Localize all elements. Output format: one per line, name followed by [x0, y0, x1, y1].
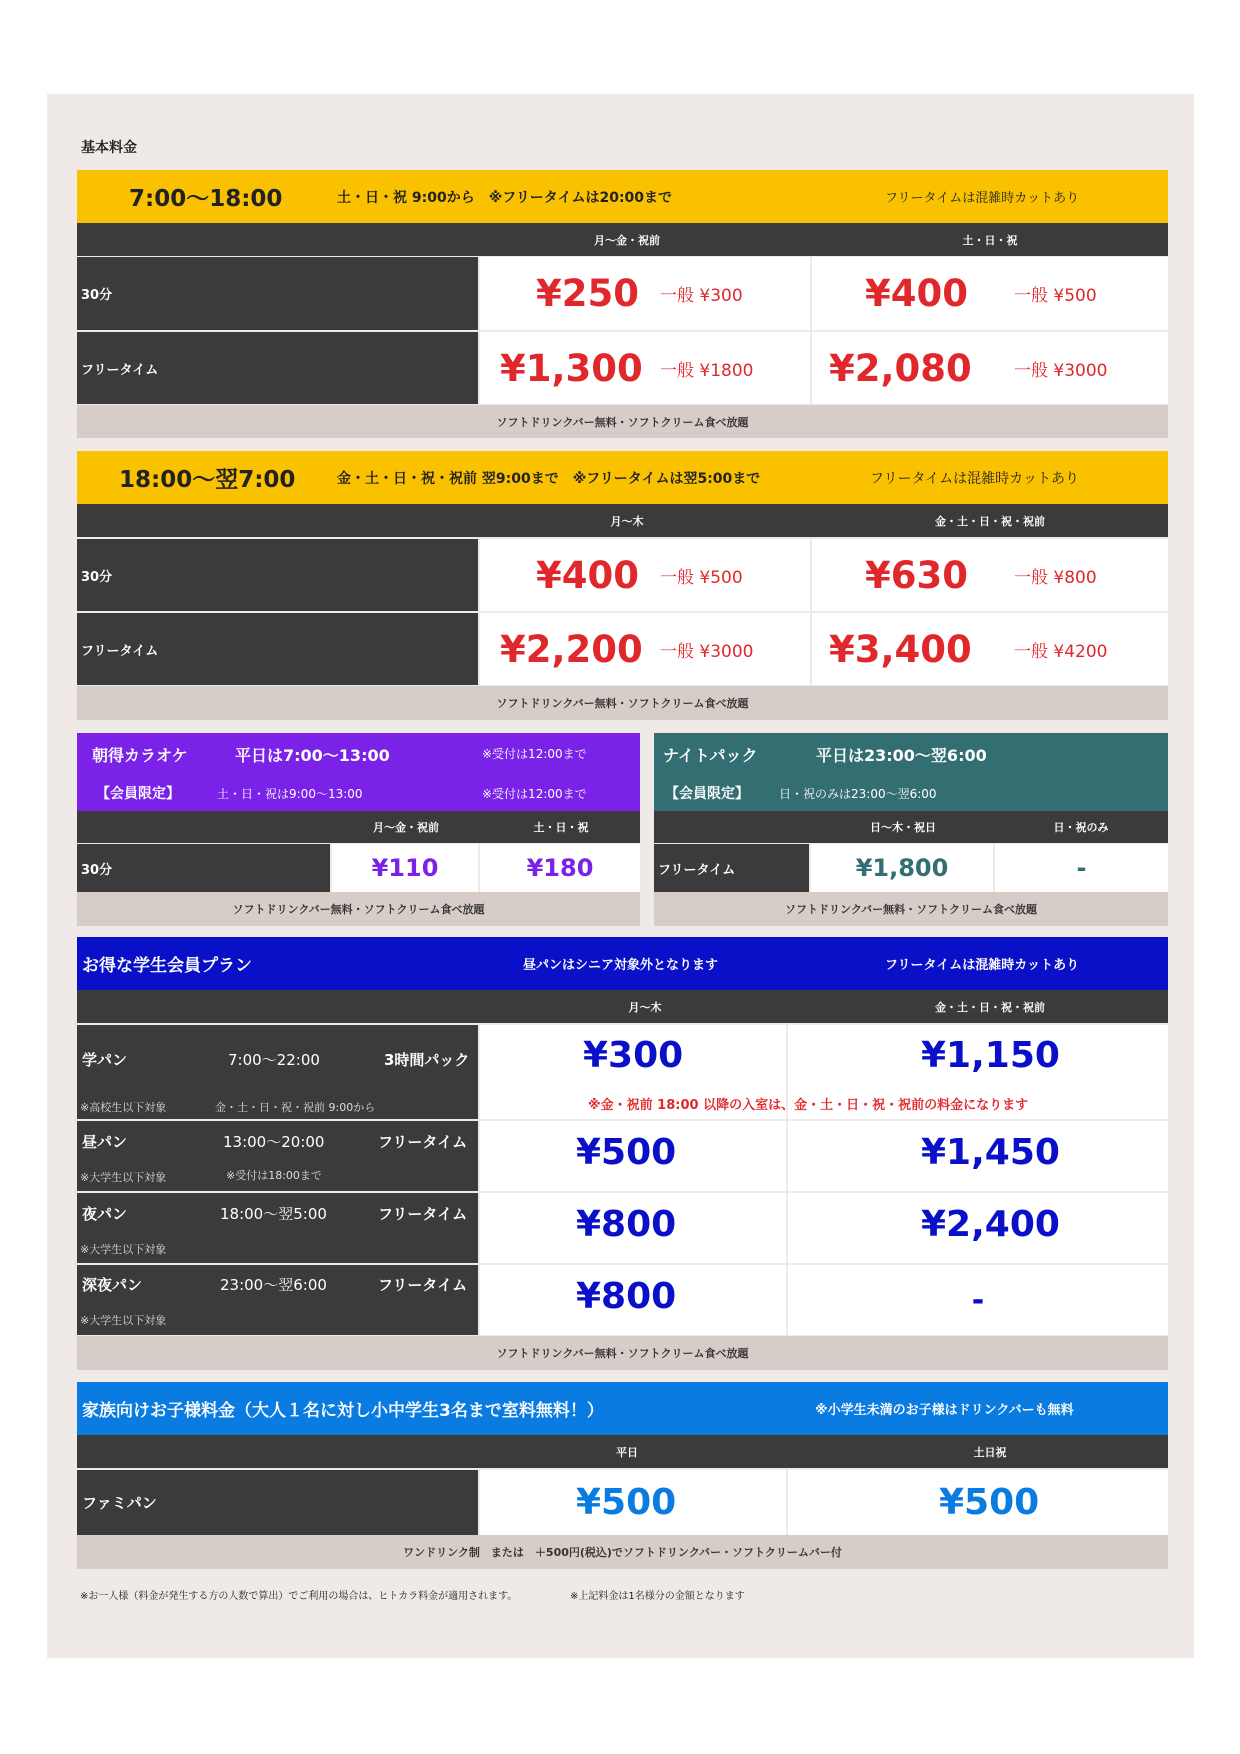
- day-col-header: [77, 223, 1168, 256]
- day-footer: ソフトドリンクバー無料・ソフトクリーム食べ放題: [77, 405, 1168, 438]
- morning-col2: 土・日・祝: [533, 821, 589, 834]
- night-row-free-weekend: [812, 613, 1168, 685]
- family-price-weekday: [480, 1470, 786, 1535]
- day-row-30min-weekday: [480, 257, 810, 330]
- morning-col-header: [77, 811, 640, 843]
- student-note-1: 昼パンはシニア対象外となります: [523, 958, 719, 973]
- footnote-per-person: ※上記料金は1名様分の金額となります: [570, 1591, 745, 1602]
- nightpack-footer: ソフトドリンクバー無料・ソフトクリーム食べ放題: [654, 892, 1168, 926]
- student-row-label: [77, 1121, 478, 1191]
- day-row-free-weekday: [480, 332, 810, 404]
- general-price: 一般 ¥3000: [1014, 360, 1108, 381]
- nightpack-title: ナイトパック: [663, 746, 758, 765]
- general-price: 一般 ¥3000: [660, 641, 754, 662]
- price: -: [1076, 854, 1087, 882]
- plan-name: 昼パン: [82, 1133, 128, 1151]
- morning-row-label: 30分: [77, 844, 330, 892]
- student-row-label: [77, 1193, 478, 1263]
- plan-type: フリータイム: [378, 1205, 468, 1223]
- morning-weekday-hours: 平日は7:00～13:00: [235, 746, 390, 765]
- plan-name: 夜パン: [82, 1205, 128, 1223]
- student-row-label: [77, 1265, 478, 1335]
- page-title: 基本料金: [81, 140, 137, 156]
- day-row-free-label: フリータイム: [77, 332, 478, 404]
- student-row-3-weekend: [788, 1193, 1168, 1263]
- price: ¥1,800: [855, 854, 949, 882]
- price: ¥180: [526, 854, 594, 882]
- general-price: 一般 ¥500: [660, 567, 743, 588]
- student-col-header: [77, 990, 1168, 1023]
- night-col-header: [77, 504, 1168, 537]
- nightpack-weekday-hours: 平日は23:00～翌6:00: [816, 746, 987, 765]
- plan-type: フリータイム: [378, 1276, 468, 1294]
- price: ¥800: [576, 1276, 677, 1317]
- nightpack-col1: 日～木・祝日: [870, 821, 936, 834]
- plan-target: ※大学生以下対象: [80, 1243, 167, 1256]
- morning-price-weekend: [480, 844, 640, 892]
- student-row-label: [77, 1025, 478, 1119]
- family-note: ※小学生未満のお子様はドリンクバーも無料: [815, 1403, 1074, 1418]
- day-row-30min-label: 30分: [77, 257, 478, 330]
- student-row-3-weekday: [480, 1193, 786, 1263]
- price: ¥1,300: [500, 346, 643, 390]
- day-cut-note: フリータイムは混雑時カットあり: [885, 191, 1080, 206]
- night-footer: ソフトドリンクバー無料・ソフトクリーム食べ放題: [77, 686, 1168, 720]
- morning-member-only: 【会員限定】: [96, 786, 180, 802]
- day-col2: 土・日・祝: [962, 233, 1018, 247]
- day-header: [77, 170, 1168, 223]
- student-row-2-weekday: [480, 1121, 786, 1191]
- morning-title: 朝得カラオケ: [92, 746, 188, 765]
- student-row-2-weekend: [788, 1121, 1168, 1191]
- nightpack-price-2: [995, 844, 1168, 892]
- morning-accept-1: ※受付は12:00まで: [482, 747, 587, 761]
- nightpack-weekend-hours: 日・祝のみは23:00～翌6:00: [779, 787, 937, 801]
- plan-sub-note: ※受付は18:00まで: [226, 1169, 322, 1182]
- plan-sub-note: 金・土・日・祝・祝前 9:00から: [215, 1101, 376, 1114]
- night-row-30min-label: 30分: [77, 539, 478, 611]
- plan-name: 学パン: [82, 1051, 128, 1069]
- night-row-30min-weekday: [480, 539, 810, 611]
- family-footer: ワンドリンク制 または ＋500円(税込)でソフトドリンクバー・ソフトクリームバー付: [77, 1535, 1168, 1569]
- nightpack-col2: 日・祝のみ: [1053, 821, 1109, 834]
- plan-target: ※高校生以下対象: [80, 1101, 167, 1114]
- day-time: 7:00～18:00: [129, 186, 283, 212]
- general-price: 一般 ¥300: [660, 286, 743, 306]
- general-price: 一般 ¥4200: [1014, 641, 1108, 662]
- price: -: [971, 1282, 985, 1318]
- night-cut-note: フリータイムは混雑時カットあり: [870, 470, 1080, 487]
- day-row-free-weekend: [812, 332, 1168, 404]
- day-row-30min-weekend: [812, 257, 1168, 330]
- price: ¥500: [939, 1482, 1040, 1523]
- family-title: 家族向けお子様料金（大人１名に対し小中学生3名まで室料無料！）: [82, 1401, 604, 1421]
- night-col2: 金・土・日・祝・祝前: [935, 514, 1045, 528]
- general-price: 一般 ¥500: [1014, 286, 1097, 306]
- price: ¥3,400: [829, 627, 972, 671]
- general-price: 一般 ¥1800: [660, 360, 754, 381]
- night-row-free-label: フリータイム: [77, 613, 478, 685]
- student-footer: ソフトドリンクバー無料・ソフトクリーム食べ放題: [77, 1336, 1168, 1370]
- plan-time: 7:00～22:00: [228, 1051, 320, 1069]
- plan-type: フリータイム: [378, 1133, 468, 1151]
- price: ¥2,400: [921, 1204, 1060, 1245]
- nightpack-member-only: 【会員限定】: [665, 786, 749, 802]
- student-row-4-weekend: [788, 1265, 1168, 1335]
- night-row-free-weekday: [480, 613, 810, 685]
- price: ¥500: [576, 1132, 677, 1173]
- night-sub: 金・土・日・祝・祝前 翌9:00まで ※フリータイムは翌5:00まで: [337, 470, 761, 487]
- plan-time: 23:00～翌6:00: [220, 1276, 327, 1294]
- student-title: お得な学生会員プラン: [82, 956, 252, 976]
- day-col1: 月～金・祝前: [594, 233, 660, 247]
- student-note-2: フリータイムは混雑時カットあり: [885, 958, 1080, 973]
- student-col2: 金・土・日・祝・祝前: [935, 1000, 1045, 1014]
- price: ¥2,080: [829, 346, 972, 390]
- nightpack-row-label: フリータイム: [654, 844, 809, 892]
- family-header: [77, 1382, 1168, 1435]
- morning-col1: 月～金・祝前: [373, 821, 439, 834]
- price: ¥630: [865, 553, 968, 597]
- student-warning: ※金・祝前 18:00 以降の入室は、金・土・日・祝・祝前の料金になります: [588, 1098, 1029, 1113]
- price: ¥400: [865, 272, 968, 315]
- plan-time: 13:00～20:00: [223, 1133, 325, 1151]
- night-time: 18:00～翌7:00: [119, 467, 296, 493]
- nightpack-header: [654, 733, 1168, 811]
- nightpack-col-header: [654, 811, 1168, 843]
- morning-price-weekday: [332, 844, 478, 892]
- price: ¥300: [583, 1035, 684, 1076]
- family-col1: 平日: [616, 1445, 638, 1459]
- plan-time: 18:00～翌5:00: [220, 1205, 327, 1223]
- price: ¥1,450: [921, 1132, 1060, 1173]
- plan-target: ※大学生以下対象: [80, 1314, 167, 1327]
- morning-header: [77, 733, 640, 811]
- plan-type: 3時間パック: [384, 1051, 470, 1069]
- price: ¥110: [371, 854, 439, 882]
- plan-name: ファミパン: [82, 1494, 157, 1512]
- night-header: [77, 451, 1168, 504]
- student-col1: 月～木: [628, 1000, 662, 1014]
- day-sub: 土・日・祝 9:00から ※フリータイムは20:00まで: [337, 189, 673, 206]
- plan-name: 深夜パン: [82, 1276, 143, 1294]
- price: ¥400: [536, 553, 639, 597]
- family-row-label: [77, 1470, 478, 1535]
- morning-footer: ソフトドリンクバー無料・ソフトクリーム食べ放題: [77, 892, 640, 926]
- family-col2: 土日祝: [973, 1445, 1007, 1459]
- student-row-4-weekday: [480, 1265, 786, 1335]
- student-header: [77, 937, 1168, 990]
- morning-weekend-hours: 土・日・祝は9:00～13:00: [217, 787, 363, 801]
- price: ¥2,200: [500, 627, 643, 671]
- night-col1: 月～木: [610, 514, 644, 528]
- night-row-30min-weekend: [812, 539, 1168, 611]
- price: ¥1,150: [921, 1035, 1060, 1076]
- morning-accept-2: ※受付は12:00まで: [482, 787, 587, 801]
- price: ¥250: [536, 272, 639, 315]
- nightpack-price-1: [811, 844, 993, 892]
- family-price-weekend: [788, 1470, 1168, 1535]
- general-price: 一般 ¥800: [1014, 567, 1097, 588]
- plan-target: ※大学生以下対象: [80, 1171, 167, 1184]
- footnote-solo: ※お一人様（料金が発生する方の人数で算出）でご利用の場合は、ヒトカラ料金が適用されます。: [80, 1591, 518, 1602]
- family-col-header: [77, 1435, 1168, 1468]
- price: ¥800: [576, 1204, 677, 1245]
- price: ¥500: [576, 1482, 677, 1523]
